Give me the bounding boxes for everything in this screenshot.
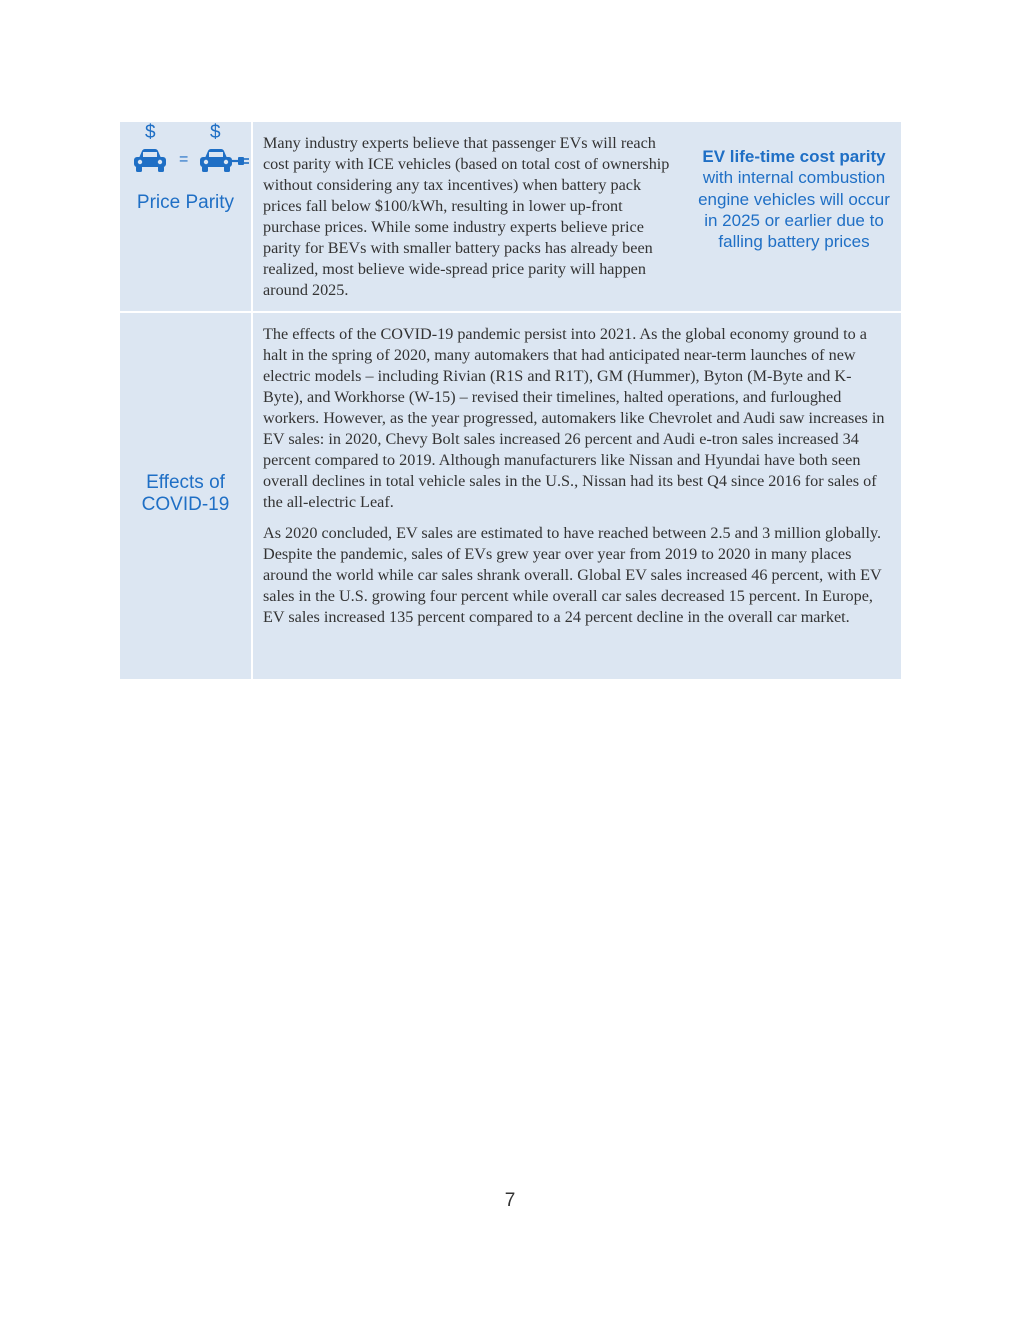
price-parity-label: Price Parity [136,192,235,213]
equals-sign: = [179,151,189,168]
car-icon [132,146,168,174]
price-parity-icon-group [120,122,253,184]
dollar-sign-right: $ [210,122,221,143]
page-number: 7 [504,1190,516,1211]
price-parity-row [120,122,901,313]
covid-effects-body-cell [253,313,901,679]
covid-label-line1: Effects of [146,472,225,493]
ev-info-table [120,122,901,681]
price-parity-callout [683,133,901,311]
electric-car-icon [198,146,250,174]
covid-label-line2: COVID-19 [141,494,230,515]
covid-paragraph-1: The effects of the COVID-19 pandemic persist into 2021. As the global economy ground to a halt in the spring of 2020, many automakers that had anticipated near-term launches of new electric models – including Rivian (R1S and R1T), GM (Hummer), Byton (M-Byte and K-Byte), and Workhorse (W-15) – revised their timelines, halted operations, and furloughed workers. However, as the year progressed, automakers like Chevrolet and Audi saw increases in EV sales: in 2020, Chevy Bolt sales increased 26 percent and Audi e-tron sales increased 34 percent compared to 2019. Although manufacturers like Nissan and Hyundai have both seen overall declines in total vehicle sales in the U.S., Nissan had its best Q4 since 2016 for sales of the all-electric Leaf. [263,325,885,511]
dollar-sign-left: $ [145,122,156,143]
callout-bold-text: EV life-time cost parity [702,147,886,166]
price-parity-text: Many industry experts believe that passenger EVs will reach cost parity with ICE vehicles (based on total cost of ownership without considering any tax incentives) when battery pack prices fall below $100/kWh, resulting in lower up-front purchase prices. While some industry experts believe price parity for BEVs with smaller battery packs has already been realized, most believe wide-spread price parity will happen around 2025. [263,134,670,299]
price-parity-body-cell [253,122,901,311]
price-parity-label-cell [120,122,253,311]
covid-paragraph-2: As 2020 concluded, EV sales are estimated to have reached between 2.5 and 3 million globally. Despite the pandemic, sales of EVs grew year over year from 2019 to 2020 in many places around the world while car sales shrank overall. Global EV sales increased 46 percent, with EV sales in the U.S. growing four percent while overall car sales decreased 15 percent. In Europe, EV sales increased 135 percent compared to a 24 percent decline in the overall car market. [263,524,882,626]
covid-effects-label-cell [120,313,253,679]
covid-effects-row [120,313,901,681]
callout-rest-text: with internal combustion engine vehicles will occur in 2025 or earlier due to falling battery prices [698,168,890,252]
